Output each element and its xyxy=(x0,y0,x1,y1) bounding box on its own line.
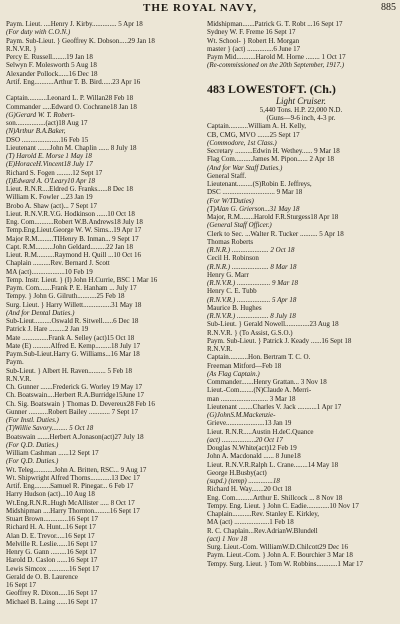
duty-note: (Re-commissioned on the 20th September, 1917.) xyxy=(207,61,345,70)
entry-line: Melville R. Leslie......16 Sept 17 xyxy=(6,539,98,548)
duty-note: (R.N.R.) ..................... 8 Mar 18 xyxy=(207,262,297,271)
duty-note: (For duty with C.O.N.) xyxy=(6,28,71,37)
entry-line: R. C. Chaplain...Rev.AdrianW.Blundell xyxy=(207,526,318,535)
entry-line: Paym.Sub-Lieut.Harry G. Williams...16 Mar 18 xyxy=(6,350,140,358)
entry-line: Richard H. A. Hunt...16 Sept 17 xyxy=(6,523,96,532)
entry-line: Temp. Instr. Lieut. } (I) John H.Currie, BSC 1 Mar 16 xyxy=(6,275,158,284)
entry-line: Gerald de O. B. Laurence xyxy=(6,572,78,581)
entry-line: Ch. Sig. Boatswain } Thomas D. Devereux28 Feb 16 xyxy=(6,399,155,408)
entry-line: Surg. Lieut.-Com. WilliamW.D.Chilcott29 Dec 16 xyxy=(207,543,348,551)
entry-line: Maurice B. Hughes xyxy=(207,303,262,312)
entry-line: Lieut. R.N.V.R.V.G. Hodkinson ......10 Oct 18 xyxy=(6,209,135,218)
entry-line: Mate (E) ..........Alfred E. Kemp.........18 July 17 xyxy=(6,341,141,350)
entry-line: Harry Hudson (act)...10 Aug 18 xyxy=(6,490,95,499)
entry-line: Captain...........Leonard L. P. Willan28 Feb 18 xyxy=(6,94,134,103)
entry-line: Temp.Eng.Lieut.George W. W. Sims...19 Apr 17 xyxy=(6,226,142,235)
entry-line: Wt.Eng.R.N.R..Hugh McAllister ..... 8 Oct 17 xyxy=(6,498,135,507)
entry-line xyxy=(207,70,395,78)
entry-line: Paym. Sub-Lieut. } Geoffrey K. Dobson.....29 Jan 18 xyxy=(6,36,155,45)
duty-note: (And for War Staff Duties.) xyxy=(207,163,283,172)
duty-note: (R.N.R.) ..................... 2 Oct 18 xyxy=(207,246,295,254)
duty-note: (T)Alan G. Grierson...31 May 18 xyxy=(207,204,300,213)
entry-line: Richard H. Way.......20 Oct 18 xyxy=(207,485,292,494)
entry-line: Lieut. R.N.V.R.Ralph L. Crane........14 May 18 xyxy=(207,460,339,469)
entry-line: Major, R.M........Harold F.R.Sturgess18 Apr 18 xyxy=(207,213,339,221)
entry-line: Henry C. E. Tubb xyxy=(207,287,257,296)
entry-line: Tempy. Surg. Lieut. } Tom W. Robbins............1 Mar 17 xyxy=(207,559,364,568)
entry-line: son.................(act)18 Aug 17 xyxy=(6,119,88,127)
entry-line: R.N.V.R. xyxy=(6,374,32,383)
entry-line: Harold D. Caslon ......16 Sept 17 xyxy=(6,556,98,565)
entry-line: Midshipman ....Harry Thornton.........16 Sept 17 xyxy=(6,506,140,515)
duty-note: (For Q.D. Duties.) xyxy=(6,440,59,449)
entry-line: Wt. School- } Robert H. Morgan xyxy=(207,36,300,45)
entry-line: Artif. Eng.........Samuel R. Pinegar... 6 Feb 17 xyxy=(6,482,134,490)
entry-line: Richard S. Fogen .........12 Sept 17 xyxy=(6,168,103,177)
entry-line: Tempy. Eng. Lieut. } John C. Eadie.............10 Nov 17 xyxy=(207,501,359,510)
entry-line: R.N.V.R. } (To Assist, G.S.O.) xyxy=(207,328,293,337)
duty-note: (For W/TDuties) xyxy=(207,196,254,205)
entry-line: Wt. Shipwright Alfred Thorns............13 Dec 17 xyxy=(6,473,141,482)
right-column xyxy=(207,20,395,568)
entry-line: Chaplain...........Rev. Stanley E. Kirkley, xyxy=(207,510,320,518)
entry-line: Commander .....Edward O. Cochrane18 Jan 18 xyxy=(6,102,137,111)
entry-line: Cecil H. Robinson xyxy=(207,254,259,263)
page-header xyxy=(0,2,400,18)
left-column xyxy=(6,20,194,606)
entry-line: Michael B. Laing ......16 Sept 17 xyxy=(6,597,98,606)
entry-line: Henry G. Gann .........16 Sept 17 xyxy=(6,548,97,556)
entry-line: Stuart Brown..............16 Sept 17 xyxy=(6,515,98,523)
entry-line: Capt. R.M..........John Geldard.........22 Jan 18 xyxy=(6,242,133,251)
entry-line: DSO ......................16 Feb 15 xyxy=(6,135,89,144)
duty-note: (E)HoraceH.Vincent18 July 17 xyxy=(6,160,93,169)
entry-line: Surg. Lieut. } Harry Willett................31 May 18 xyxy=(6,300,142,309)
running-title: THE ROYAL NAVY, xyxy=(143,2,257,14)
duty-note: (supd.) (temp) ..............18 xyxy=(207,477,280,485)
duty-note: (Commodore, 1st Class.) xyxy=(207,138,277,147)
entry-line: Geoffrey R. Dixon.....16 Sept 17 xyxy=(6,589,98,598)
entry-line: Paym. Lieut.-Com. } John A. F. Bourchier 3 Mar 18 xyxy=(207,551,353,560)
entry-line: R.N.V.R. xyxy=(207,345,233,353)
entry-line: Selwyn F. Molesworth 5 Aug 18 xyxy=(6,61,97,70)
duty-note: (And for Dental Duties.) xyxy=(6,308,75,317)
entry-line: Mate ...............Frank A. Selley (act)15 Oct 18 xyxy=(6,333,135,342)
entry-line: General Staff. xyxy=(207,171,247,180)
duty-note: (G)Gerard W. T. Robert- xyxy=(6,110,75,119)
entry-line: Captain...........William A. H. Kelly, xyxy=(207,122,307,131)
entry-line: Paym. xyxy=(6,358,24,367)
entry-line: Commander.......Henry Grattan... 3 Nov 18 xyxy=(207,378,327,386)
entry-line: William Cashman ......12 Sept 17 xyxy=(6,449,99,457)
entry-line: 16 Sept 17 xyxy=(6,581,36,589)
entry-line: Henry G. Marr xyxy=(207,270,249,279)
entry-line: Eng. Com..........Arthur E. Shillcock ... 8 Nov 18 xyxy=(207,493,343,502)
entry-line: Paym. Lieut. ....Henry J. Kirby.............. 5 Apr 18 xyxy=(6,20,143,28)
entry-line: Ch. Boatswain....Herbert R.A.Burridge15June 17 xyxy=(6,391,145,400)
entry-line: George H.Busby(act) xyxy=(207,468,267,477)
entry-line: Wt. Teleg............John A. Britten, RSC... 9 Aug 17 xyxy=(6,465,147,474)
duty-note: (For Q.D. Duties.) xyxy=(6,457,59,466)
entry-line: DSC .............................. 9 Mar 18 xyxy=(207,188,303,197)
entry-line: Midshipman.......Patrick G. T. Robt ...16 Sept 17 xyxy=(207,20,343,28)
entry-line: Paym. Sub-Lieut. } Patrick J. Keady ......16 Sept 18 xyxy=(207,336,352,345)
entry-line: Sub-Lieut. } Albert H. Raven.......... 5 Feb 18 xyxy=(6,366,133,375)
entry-line: Flag Com..........James M. Pipon...... 2 Apr 18 xyxy=(207,155,334,164)
entry-line: CB, CMG, MVO .......25 Sept 17 xyxy=(207,130,300,139)
duty-note: (T) Harold E. Morse 1 May 18 xyxy=(6,152,92,160)
ship-heading: 483 LOWESTOFT. (Ch.) xyxy=(207,81,336,96)
duty-note: (T)Willie Savory......... 5 Oct 18 xyxy=(6,424,94,433)
duty-note: (act) 1 Nov 18 xyxy=(207,534,248,543)
entry-line: MA (act)...................10 Feb 19 xyxy=(6,267,93,276)
entry-line: Percy E. Russell........19 Jan 18 xyxy=(6,53,93,61)
entry-line: Paym. Com.......Frank P. E. Hanham ... July 17 xyxy=(6,284,137,292)
entry-line: Captain...........Hon. Bertram T. C. O. xyxy=(207,353,311,362)
entry-line: master } (act) ...............6 June 17 xyxy=(207,44,301,53)
entry-line: Eng. Com...........Robert W.B.Andrews18 July 18 xyxy=(6,218,143,226)
entry-line: R.N.V.R. } xyxy=(6,44,37,53)
entry-line: Major R.M.........TIHenry B. Inman... 9 Sept 17 xyxy=(6,234,139,243)
entry-line: Sub-Lieut. } Gerald Nowell..............23 Aug 18 xyxy=(207,320,339,329)
duty-note: (N)Arthur B.A.Baker, xyxy=(6,127,66,136)
ship-specs: (Guns—9-6 inch, 4-3 pr. xyxy=(266,114,336,122)
duty-note: (As Flag Captain.) xyxy=(207,369,260,378)
entry-line: Sydney W. F. Freme 16 Sept 17 xyxy=(207,28,296,37)
entry-line: Sub-Lieut..........Oswald R. Sitwell......6 Dec 18 xyxy=(6,317,139,325)
entry-line: Lieut. R.N.R....Eldred G. Franks......8 Dec 18 xyxy=(6,185,133,193)
entry-line: Lieutenant .......John M. Chaplin ...... 8 July 18 xyxy=(6,143,137,152)
entry-line: Douglas N.White(act)12 Feb 19 xyxy=(207,444,297,452)
entry-line: Freeman Mitford—Feb 18 xyxy=(207,361,282,370)
ship-class: Light Cruiser. xyxy=(275,95,326,106)
entry-line xyxy=(6,86,194,94)
duty-note: (G)JohnS.M.Mackenzie- xyxy=(207,411,276,419)
duty-note: (For Instl. Duties.) xyxy=(6,416,59,424)
entry-line: Clerk to Sec. ...Walter R. Tucker .......... 5 Apr 18 xyxy=(207,229,344,238)
entry-line: Gunner ...........Robert Bailey ............ 7 Sept 17 xyxy=(6,407,139,416)
duty-note: (R.N.V.R.) .................. 8 July 18 xyxy=(207,312,296,320)
entry-line: Paym Mid...........Harold M. Horne ........ 1 Oct 17 xyxy=(207,53,346,61)
entry-line: Lieutenant ........Charles V. Jack ...........1 Apr 17 xyxy=(207,402,342,411)
entry-line: man ........................... 3 Mar 18 xyxy=(207,394,296,403)
entry-line: Chaplain ..........Rev. Bernard J. Scott xyxy=(6,259,110,268)
entry-line: Boatswain .......Herbert A.Jonason(act)27 July 18 xyxy=(6,432,144,441)
entry-line: Lieut. R.N.R.....Austin H.deC.Quance xyxy=(207,427,314,436)
entry-line: Alan D. E. Trevor.....16 Sept 17 xyxy=(6,531,95,540)
duty-note: (General Staff Officer.) xyxy=(207,221,272,230)
entry-line: Brobo A. Shaw (act)... 7 Sept 17 xyxy=(6,201,97,210)
duty-note: (R.N.V.R.) ................... 5 Apr 18 xyxy=(207,295,297,304)
entry-line: Lieut.-Com........(N)Claude A. Merri- xyxy=(207,386,312,395)
entry-line: Lewis Simcox ............16 Sept 17 xyxy=(6,564,99,573)
duty-note: (I)Edward A. O'Leary10 Apr 18 xyxy=(6,176,96,185)
page-number: 885 xyxy=(381,2,396,13)
entry-line: Tempy. } John G. Gilruth...........25 Feb 18 xyxy=(6,292,125,301)
duty-note: (R.N.V.R.) ................... 9 Mar 18 xyxy=(207,279,299,287)
entry-line: Ch. Gunner .......Frederick G. Worley 19 May 17 xyxy=(6,383,143,391)
entry-line: Alexander Pollock......16 Dec 18 xyxy=(6,69,98,78)
entry-line: Grieve......................13 Jan 19 xyxy=(207,419,292,428)
entry-line: Artif. Eng...........Arthur T. B. Bird......23 Apr 16 xyxy=(6,77,141,86)
entry-line: Lieutenant.........(S)Robin E. Jeffreys, xyxy=(207,180,312,188)
ship-specs: 5,440 Tons. H.P. 22,000 N.D. xyxy=(259,105,343,114)
entry-line: Thomas Roberts xyxy=(207,237,254,246)
entry-line: Secretary ..........Edwin H. Wethey...... 9 Mar 18 xyxy=(207,147,340,155)
entry-line: MA (act) ....................1 Feb 18 xyxy=(207,518,294,527)
entry-line: William K. Fowler ...23 Jan 19 xyxy=(6,193,93,202)
entry-line: Lieut. R.M..........Raymond H. Quill ...10 Oct 16 xyxy=(6,251,141,259)
duty-note: (act) ...................20 Oct 17 xyxy=(207,435,283,444)
entry-line: Patrick J. Hare .........2 Jan 19 xyxy=(6,325,89,334)
entry-line: John A. Macdonald ...... 8 June18 xyxy=(207,452,301,461)
